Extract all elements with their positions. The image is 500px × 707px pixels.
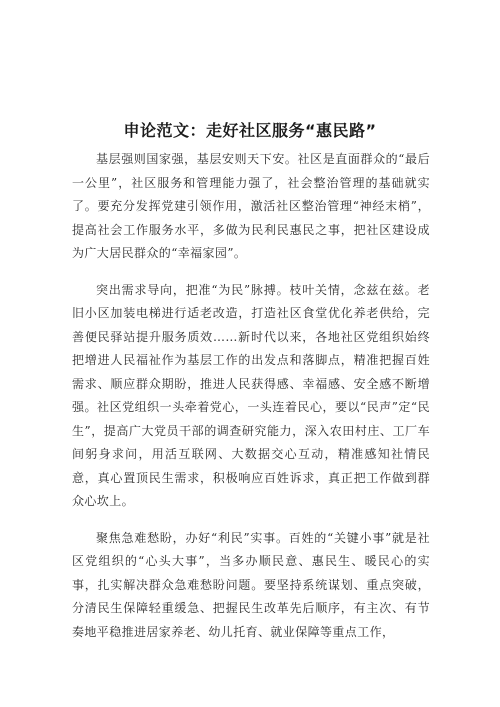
paragraph: 聚焦急难愁盼，办好“利民”实事。百姓的“关键小事”就是社区党组织的“心头大事”，当多办顺民意、惠民生、暖民心的实事，扎实解决群众急难愁盼问题。要坚持系统谋划、重点突破，分清民生保障轻重缓急、把握民生改革先后顺序，有主次、有节奏地平稳推进居家养老、幼儿托育、就业保障等重点工作， [72,530,430,639]
document-title: 申论范文：走好社区服务“惠民路” [123,121,377,140]
paragraph: 突出需求导向，把准“为民”脉搏。枝叶关情，念兹在兹。老旧小区加装电梯进行适老改造，打造社区食堂优化养老供给，完善便民驿站提升服务质效……新时代以来，各地社区党组织始终把增进人民福祉作为基层工作的出发点和落脚点，精准把握百姓需求、顺应群众期盼，推进人民获得感、幸福感、安全感不断增强。社区党组织一头牵着党心，一头连着民心，要以“民声”定“民生”，提高广大党员干部的调查研究能力，深入农田村庄、工厂车间躬身求问，用活互联网、大数据交心互动，精准感知社情民意，真心置顶民生需求，积极响应百姓诉求，真正把工作做到群众心坎上。 [72,282,430,508]
document-body [72,148,430,657]
paragraph: 基层强则国家强，基层安则天下安。社区是直面群众的“最后一公里”，社区服务和管理能力强了，社会整治管理的基础就实了。要充分发挥党建引领作用，激活社区整治管理“神经末梢”，提高社会工作服务水平，多做为民利民惠民之事，把社区建设成为广大居民群众的“幸福家园”。 [72,152,430,260]
